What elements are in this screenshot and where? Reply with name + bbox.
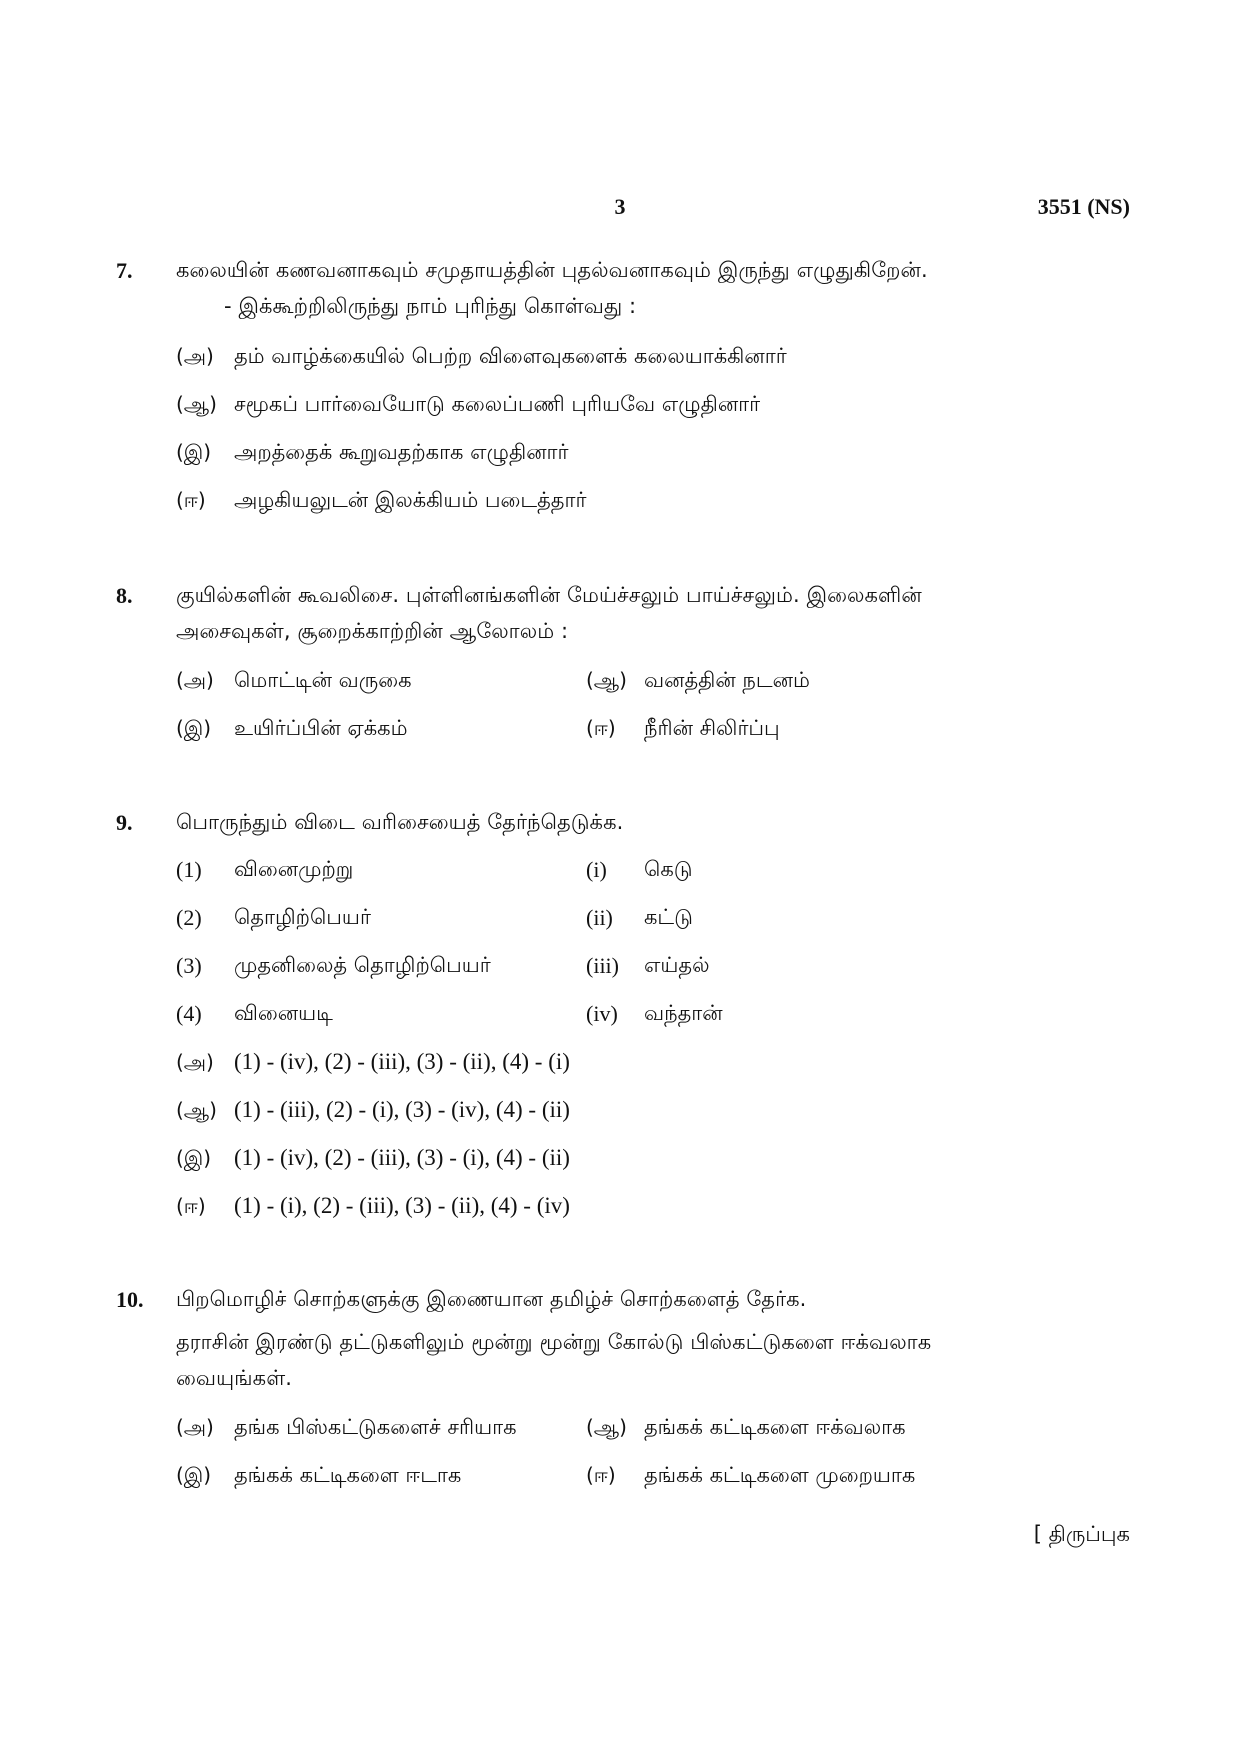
option-marker: (ஆ) bbox=[586, 1415, 627, 1439]
question-number: 10. bbox=[116, 1287, 144, 1312]
option-d[interactable] bbox=[176, 488, 586, 515]
question-number: 9. bbox=[116, 810, 133, 835]
option-text: தம் வாழ்க்கையில் பெற்ற விளைவுகளைக் கலையாக்கினார் bbox=[234, 344, 787, 368]
match-right-text: வந்தான் bbox=[644, 1001, 723, 1025]
option-marker: (ஆ) bbox=[176, 1098, 217, 1122]
match-left-text: முதனிலைத் தொழிற்பெயர் bbox=[234, 953, 491, 977]
option-c[interactable] bbox=[176, 716, 408, 743]
option-marker: (ஆ) bbox=[586, 668, 627, 692]
question-text: அசைவுகள், சூறைக்காற்றின் ஆலோலம் : bbox=[176, 619, 569, 643]
option-text: நீரின் சிலிர்ப்பு bbox=[644, 716, 780, 740]
match-right-label: (iv) bbox=[586, 1001, 618, 1026]
match-left-text: வினைமுற்று bbox=[234, 857, 354, 881]
match-right-label: (iii) bbox=[586, 953, 619, 978]
option-marker: (ஆ) bbox=[176, 392, 217, 416]
option-marker: (ஈ) bbox=[586, 1463, 616, 1487]
option-marker: (இ) bbox=[176, 1463, 212, 1487]
option-text: தங்க பிஸ்கட்டுகளைச் சரியாக bbox=[234, 1415, 517, 1439]
question-text: வையுங்கள். bbox=[176, 1366, 293, 1390]
option-c[interactable] bbox=[176, 440, 569, 467]
match-right-text: எய்தல் bbox=[644, 953, 710, 977]
option-text: (1) - (iii), (2) - (i), (3) - (iv), (4) - (ii) bbox=[234, 1097, 570, 1122]
option-b[interactable] bbox=[586, 668, 810, 695]
option-d[interactable] bbox=[586, 1463, 915, 1490]
option-b[interactable] bbox=[176, 392, 760, 419]
match-left-label: (4) bbox=[176, 1001, 202, 1026]
match-left-label: (1) bbox=[176, 857, 202, 882]
page-number: 3 bbox=[614, 194, 626, 219]
option-c[interactable] bbox=[176, 1463, 461, 1490]
match-left-text: வினையடி bbox=[234, 1001, 333, 1025]
option-d[interactable] bbox=[176, 1193, 570, 1221]
question-text: தராசின் இரண்டு தட்டுகளிலும் மூன்று மூன்று கோல்டு பிஸ்கட்டுகளை ஈக்வலாக bbox=[176, 1330, 932, 1354]
match-right-text: கட்டு bbox=[644, 905, 693, 929]
paper-code: 3551 (NS) bbox=[1037, 194, 1130, 219]
option-text: வனத்தின் நடனம் bbox=[644, 668, 810, 692]
option-text: (1) - (iv), (2) - (iii), (3) - (ii), (4) - (i) bbox=[234, 1049, 570, 1074]
question-number: 7. bbox=[116, 258, 133, 283]
question-text: குயில்களின் கூவலிசை. புள்ளினங்களின் மேய்ச்சலும் பாய்ச்சலும். இலைகளின் bbox=[176, 583, 922, 607]
option-marker: (ஈ) bbox=[176, 488, 206, 512]
option-text: சமூகப் பார்வையோடு கலைப்பணி புரியவே எழுதினார் bbox=[234, 392, 761, 416]
question-text: கலையின் கணவனாகவும் சமுதாயத்தின் புதல்வனாகவும் இருந்து எழுதுகிறேன். bbox=[176, 258, 928, 282]
match-right-label: (i) bbox=[586, 857, 607, 882]
option-text: (1) - (iv), (2) - (iii), (3) - (i), (4) - (ii) bbox=[234, 1145, 570, 1170]
option-text: மொட்டின் வருகை bbox=[234, 668, 412, 692]
option-marker: (அ) bbox=[176, 1415, 214, 1439]
option-text: அறத்தைக் கூறுவதற்காக எழுதினார் bbox=[234, 440, 569, 464]
option-b[interactable] bbox=[176, 1097, 570, 1125]
option-marker: (ஈ) bbox=[586, 716, 616, 740]
match-right-label: (ii) bbox=[586, 905, 613, 930]
option-marker: (அ) bbox=[176, 1050, 214, 1074]
option-a[interactable] bbox=[176, 1049, 570, 1077]
match-left-label: (3) bbox=[176, 953, 202, 978]
question-text: பிறமொழிச் சொற்களுக்கு இணையான தமிழ்ச் சொற்களைத் தேர்க. bbox=[176, 1287, 807, 1311]
question-text: பொருந்தும் விடை வரிசையைத் தேர்ந்தெடுக்க. bbox=[176, 810, 624, 834]
option-text: தங்கக் கட்டிகளை ஈக்வலாக bbox=[644, 1415, 906, 1439]
option-text: தங்கக் கட்டிகளை முறையாக bbox=[644, 1463, 916, 1487]
match-left-text: தொழிற்பெயர் bbox=[234, 905, 371, 929]
option-d[interactable] bbox=[586, 716, 780, 743]
option-a[interactable] bbox=[176, 1415, 517, 1442]
match-right-text: கெடு bbox=[644, 857, 693, 881]
option-c[interactable] bbox=[176, 1145, 570, 1173]
option-text: உயிர்ப்பின் ஏக்கம் bbox=[234, 716, 408, 740]
option-marker: (அ) bbox=[176, 344, 214, 368]
turn-over-note: [ திருப்புக bbox=[1033, 1522, 1130, 1546]
match-left-label: (2) bbox=[176, 905, 202, 930]
option-marker: (அ) bbox=[176, 668, 214, 692]
option-marker: (இ) bbox=[176, 716, 212, 740]
option-marker: (இ) bbox=[176, 440, 212, 464]
option-marker: (இ) bbox=[176, 1146, 212, 1170]
question-number: 8. bbox=[116, 583, 133, 608]
option-marker: (ஈ) bbox=[176, 1194, 206, 1218]
option-a[interactable] bbox=[176, 668, 412, 695]
option-b[interactable] bbox=[586, 1415, 906, 1442]
option-text: தங்கக் கட்டிகளை ஈடாக bbox=[234, 1463, 462, 1487]
option-a[interactable] bbox=[176, 344, 787, 371]
option-text: (1) - (i), (2) - (iii), (3) - (ii), (4) - (iv) bbox=[234, 1193, 570, 1218]
option-text: அழகியலுடன் இலக்கியம் படைத்தார் bbox=[234, 488, 587, 512]
question-text: - இக்கூற்றிலிருந்து நாம் புரிந்து கொள்வது : bbox=[224, 294, 637, 318]
